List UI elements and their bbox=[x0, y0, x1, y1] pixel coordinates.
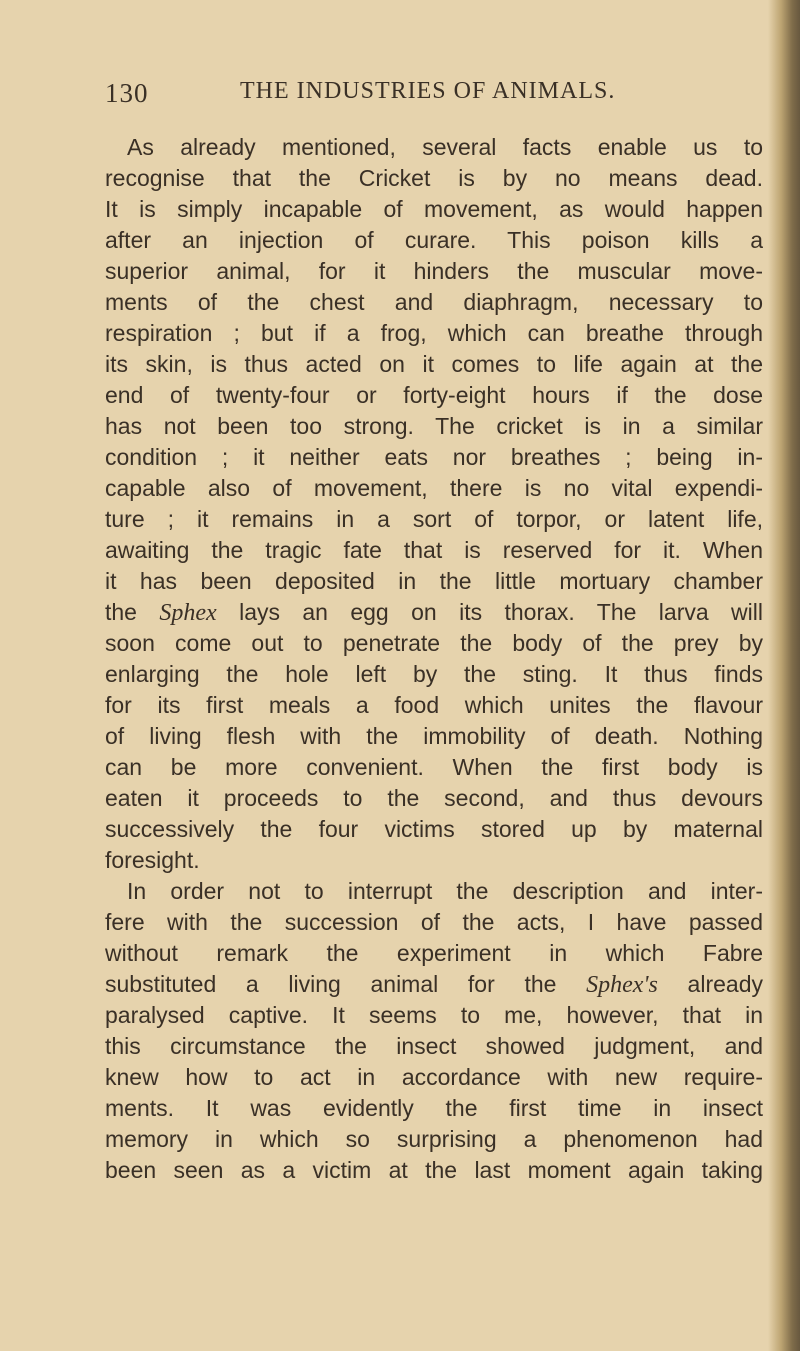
running-title: THE INDUSTRIES OF ANIMALS. bbox=[240, 78, 616, 104]
text-line: recognise that the Cricket is by no means dead. bbox=[105, 165, 763, 191]
text-line: As already mentioned, several facts enable us to bbox=[127, 134, 763, 160]
text-line: It is simply incapable of movement, as would happen bbox=[105, 196, 763, 222]
text-line bbox=[105, 597, 763, 628]
text-line: it has been deposited in the little mortuary chamber bbox=[105, 568, 763, 594]
text-line: In order not to interrupt the description and inter- bbox=[127, 878, 763, 904]
text-segment: substituted a living animal for the bbox=[105, 971, 587, 997]
text-line: condition ; it neither eats nor breathes ; being in- bbox=[105, 444, 763, 470]
text-line: enlarging the hole left by the sting. It thus finds bbox=[105, 661, 763, 687]
text-line: soon come out to penetrate the body of the prey by bbox=[105, 630, 763, 656]
text-line: knew how to act in accordance with new require- bbox=[105, 1064, 763, 1090]
text-line: successively the four victims stored up by maternal bbox=[105, 816, 763, 842]
text-line: after an injection of curare. This poison kills a bbox=[105, 227, 763, 253]
text-line: eaten it proceeds to the second, and thus devours bbox=[105, 785, 763, 811]
page-header bbox=[105, 78, 765, 118]
body-text bbox=[105, 132, 763, 1186]
text-line: foresight. bbox=[105, 847, 200, 873]
text-line bbox=[105, 969, 763, 1000]
text-line: fere with the succession of the acts, I have passed bbox=[105, 909, 763, 935]
page-number: 130 bbox=[105, 78, 149, 108]
text-line: awaiting the tragic fate that is reserved for it. When bbox=[105, 537, 763, 563]
text-line: without remark the experiment in which Fabre bbox=[105, 940, 763, 966]
text-segment: lays an egg on its thorax. The larva will bbox=[216, 599, 763, 625]
text-line: for its first meals a food which unites the flavour bbox=[105, 692, 763, 718]
text-line: paralysed captive. It seems to me, however, that in bbox=[105, 1002, 763, 1028]
text-line: end of twenty-four or forty-eight hours if the dose bbox=[105, 382, 763, 408]
text-line: memory in which so surprising a phenomenon had bbox=[105, 1126, 763, 1152]
italic-term-sphexs: Sphex's bbox=[586, 972, 658, 998]
text-line: this circumstance the insect showed judgment, and bbox=[105, 1033, 763, 1059]
text-line: can be more convenient. When the first body is bbox=[105, 754, 763, 780]
text-line: ture ; it remains in a sort of torpor, or latent life, bbox=[105, 506, 763, 532]
text-segment: the bbox=[105, 599, 160, 625]
text-line: respiration ; but if a frog, which can breathe through bbox=[105, 320, 763, 346]
text-line: has not been too strong. The cricket is in a similar bbox=[105, 413, 763, 439]
page-edge-shadow bbox=[768, 0, 800, 1351]
italic-term-sphex: Sphex bbox=[159, 600, 217, 626]
text-line: of living flesh with the immobility of death. Nothing bbox=[105, 723, 763, 749]
text-line: its skin, is thus acted on it comes to life again at the bbox=[105, 351, 763, 377]
text-line: capable also of movement, there is no vital expendi- bbox=[105, 475, 763, 501]
text-line: been seen as a victim at the last moment again taking bbox=[105, 1157, 763, 1183]
text-line: ments of the chest and diaphragm, necessary to bbox=[105, 289, 763, 315]
text-line: superior animal, for it hinders the muscular move- bbox=[105, 258, 763, 284]
text-segment: already bbox=[657, 971, 763, 997]
text-line: ments. It was evidently the first time in insect bbox=[105, 1095, 763, 1121]
